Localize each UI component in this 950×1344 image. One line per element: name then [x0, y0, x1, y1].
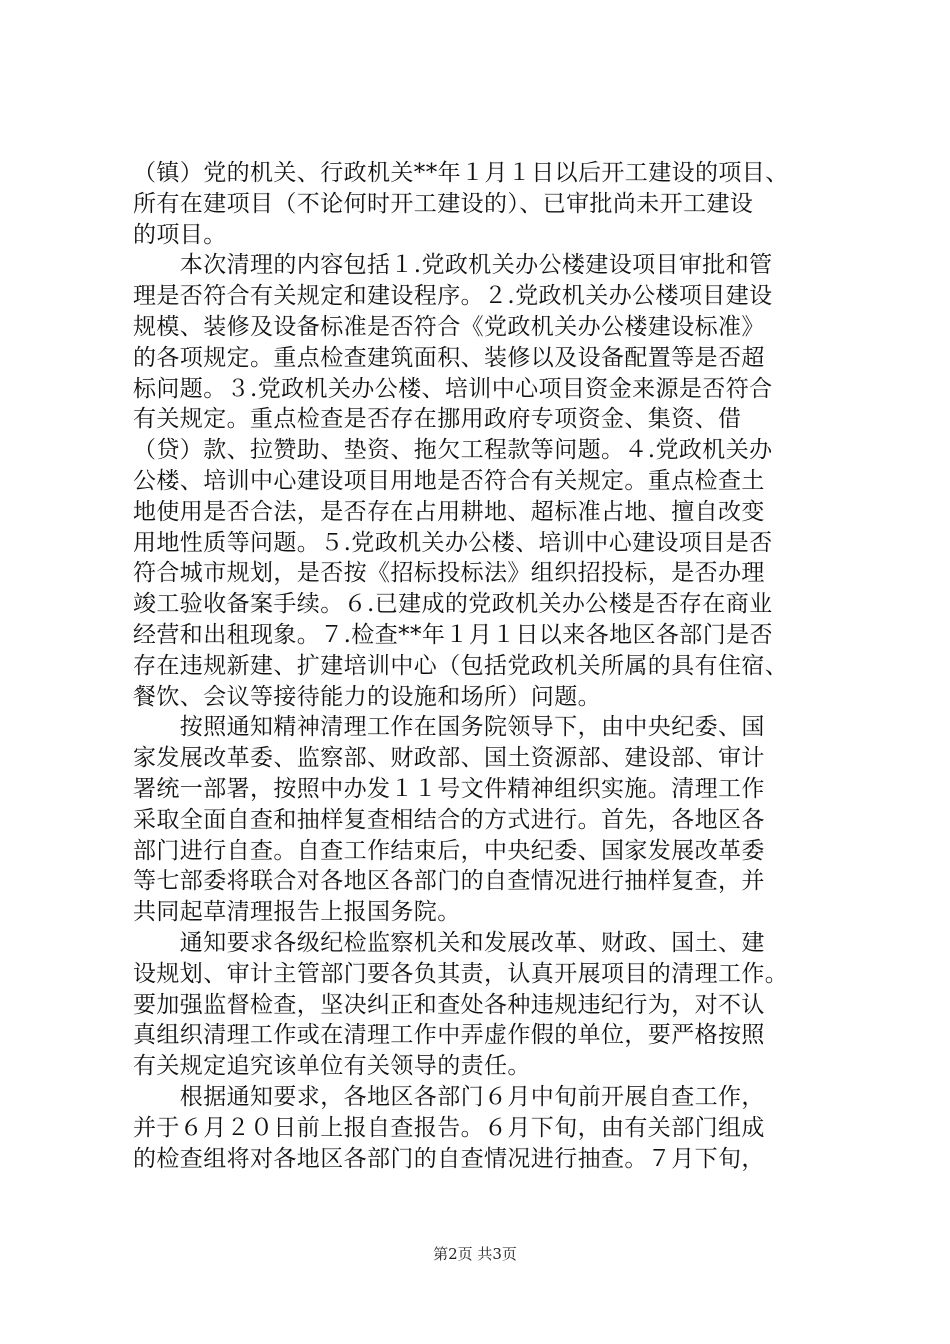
text-line: （贷）款、拉赞助、垫资、拖欠工程款等问题。４.党政机关办	[133, 437, 773, 464]
text-line: 地使用是否合法，是否存在占用耕地、超标准占地、擅自改变	[133, 498, 765, 525]
text-line: 要加强监督检查，坚决纠正和查处各种违规违纪行为，对不认	[133, 991, 765, 1018]
text-line: 有关规定。重点检查是否存在挪用政府专项资金、集资、借	[133, 406, 742, 433]
text-line: 竣工验收备案手续。６.已建成的党政机关办公楼是否存在商业	[133, 591, 773, 618]
text-line: 用地性质等问题。５.党政机关办公楼、培训中心建设项目是否	[133, 529, 773, 556]
text-line: 标问题。３.党政机关办公楼、培训中心项目资金来源是否符合	[133, 375, 773, 402]
text-line: 餐饮、会议等接待能力的设施和场所）问题。	[133, 683, 601, 710]
text-line: 经营和出租现象。７.检查**年１月１日以来各地区各部门是否	[133, 621, 773, 648]
text-line: 署统一部署，按照中办发１１号文件精神组织实施。清理工作	[133, 775, 765, 802]
text-line: 设规划、审计主管部门要各负其责，认真开展项目的清理工作。	[133, 960, 789, 987]
document-body	[133, 158, 833, 1174]
page-number-footer: 第2页 共3页	[433, 1245, 517, 1263]
text-line: 按照通知精神清理工作在国务院领导下，由中央纪委、国	[133, 714, 765, 741]
text-line: 规模、装修及设备标准是否符合《党政机关办公楼建设标准》	[133, 313, 765, 340]
text-line: 真组织清理工作或在清理工作中弄虚作假的单位，要严格按照	[133, 1022, 765, 1049]
text-line: 共同起草清理报告上报国务院。	[133, 899, 461, 926]
text-line: 采取全面自查和抽样复查相结合的方式进行。首先，各地区各	[133, 806, 765, 833]
text-line: 的各项规定。重点检查建筑面积、装修以及设备配置等是否超	[133, 344, 765, 371]
text-line: 符合城市规划，是否按《招标投标法》组织招投标，是否办理	[133, 560, 765, 587]
text-line: 部门进行自查。自查工作结束后，中央纪委、国家发展改革委	[133, 837, 765, 864]
text-line: 本次清理的内容包括１.党政机关办公楼建设项目审批和管	[133, 252, 773, 279]
text-line: （镇）党的机关、行政机关**年１月１日以后开工建设的项目、	[133, 160, 789, 186]
text-line: 公楼、培训中心建设项目用地是否符合有关规定。重点检查土	[133, 467, 765, 494]
text-line: 等七部委将联合对各地区各部门的自查情况进行抽样复查，并	[133, 868, 765, 895]
text-line: 有关规定追究该单位有关领导的责任。	[133, 1053, 531, 1080]
text-line: 存在违规新建、扩建培训中心（包括党政机关所属的具有住宿、	[133, 652, 789, 679]
text-line: 所有在建项目（不论何时开工建设的）、已审批尚未开工建设	[133, 190, 754, 217]
text-line: 的项目。	[133, 221, 227, 248]
text-line: 家发展改革委、监察部、财政部、国土资源部、建设部、审计	[133, 745, 765, 772]
text-line: 根据通知要求，各地区各部门６月中旬前开展自查工作，	[133, 1083, 765, 1110]
text-line: 的检查组将对各地区各部门的自查情况进行抽查。７月下旬，	[133, 1145, 765, 1172]
text-line: 通知要求各级纪检监察机关和发展改革、财政、国土、建	[133, 929, 765, 956]
text-line: 并于６月２０日前上报自查报告。６月下旬，由有关部门组成	[133, 1114, 765, 1141]
text-line: 理是否符合有关规定和建设程序。２.党政机关办公楼项目建设	[133, 283, 773, 310]
